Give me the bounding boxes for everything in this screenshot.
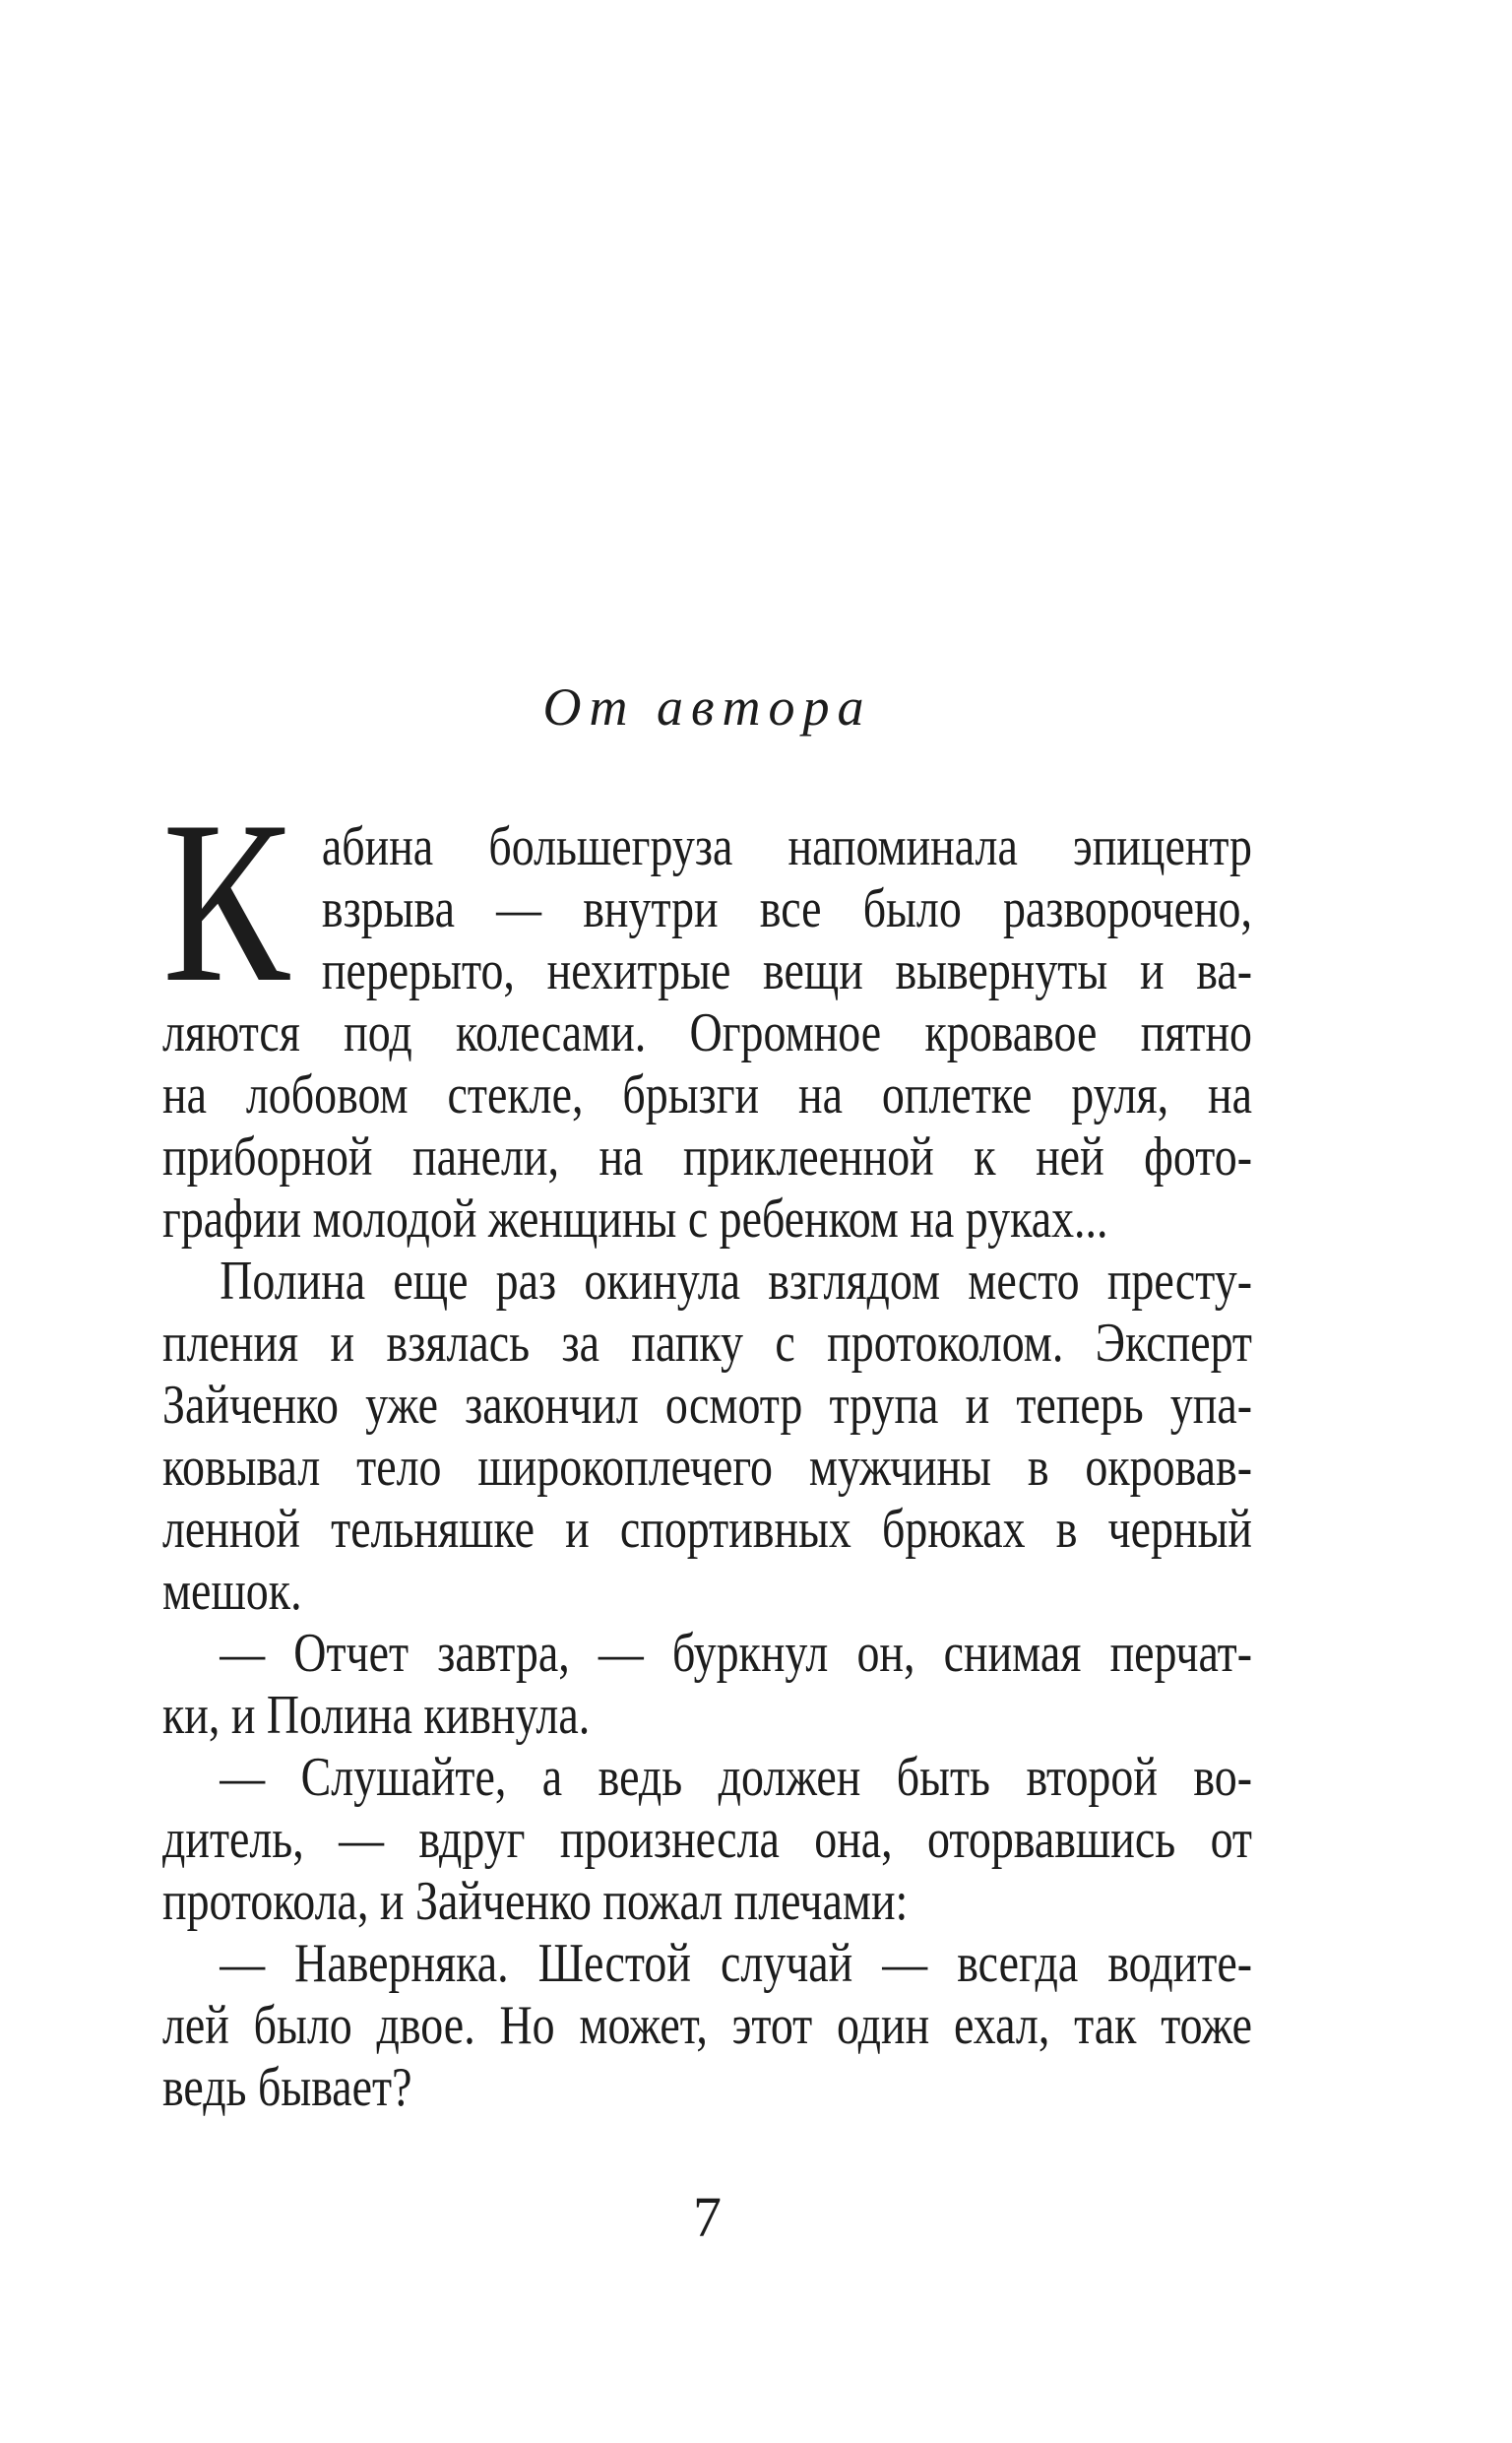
body-line: приборной панели, на приклеенной к ней фото- (162, 1126, 1252, 1188)
body-line: ведь бывает? (162, 2057, 412, 2118)
body-line: лей было двое. Но может, этот один ехал, так тоже (162, 1995, 1252, 2056)
body-line: взрыва — внутри все было разворочено, (321, 878, 1252, 939)
body-line: ковывал тело широкоплечего мужчины в окровав- (162, 1437, 1252, 1498)
body-line: абина большегруза напоминала эпицентр (321, 816, 1252, 877)
drop-cap-letter: К (162, 774, 290, 1031)
body-line: дитель, — вдруг произнесла она, оторвавшись от (162, 1809, 1252, 1870)
body-line: перерыто, нехитрые вещи вывернуты и ва- (321, 940, 1252, 1001)
body-line: — Слушайте, а ведь должен быть второй во- (220, 1747, 1253, 1808)
body-line: — Отчет завтра, — буркнул он, снимая перчат- (220, 1623, 1253, 1684)
paragraph (162, 1747, 1252, 1933)
body-line: ки, и Полина кивнула. (162, 1685, 591, 1746)
body-line: Зайченко уже закончил осмотр трупа и теперь упа- (162, 1375, 1252, 1436)
body-line: ляются под колесами. Огромное кровавое пятно (162, 1002, 1252, 1063)
paragraph (162, 774, 1252, 1251)
paragraph (162, 1251, 1252, 1623)
chapter-title: От автора (542, 677, 872, 737)
page-number: 7 (693, 2185, 722, 2249)
body-line: графии молодой женщины с ребенком на руках... (162, 1189, 1108, 1250)
body-line: Полина еще раз окинула взглядом место престу- (220, 1251, 1253, 1312)
body-line: ленной тельняшке и спортивных брюках в черный (162, 1499, 1252, 1560)
body-line: мешок. (162, 1561, 302, 1622)
body-line: протокола, и Зайченко пожал плечами: (162, 1871, 909, 1932)
body-line: пления и взялась за папку с протоколом. Эксперт (162, 1313, 1252, 1374)
body-line: — Наверняка. Шестой случай — всегда водите- (220, 1933, 1253, 1994)
body-text (162, 774, 1253, 2119)
body-line: на лобовом стекле, брызги на оплетке руля, на (162, 1064, 1252, 1125)
paragraph (162, 1623, 1252, 1747)
paragraph (162, 1933, 1252, 2119)
